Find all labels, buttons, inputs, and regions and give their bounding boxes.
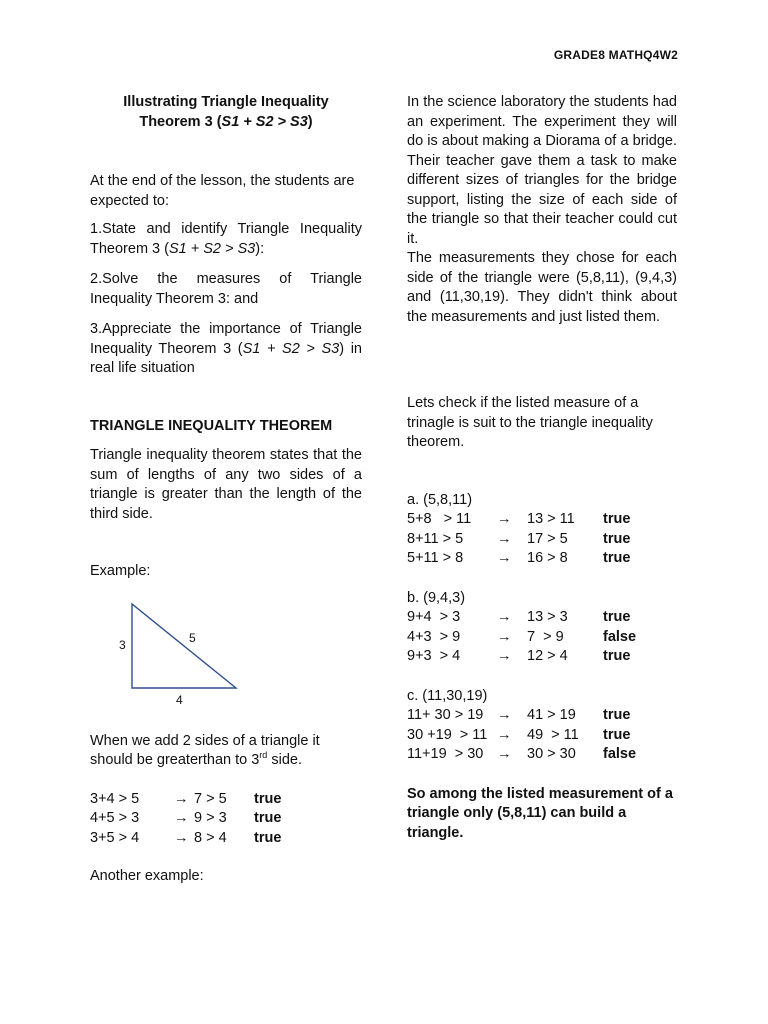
document-code: GRADE8 MATHQ4W2 — [553, 48, 678, 62]
story-paragraph-2: The measurements they chose for each side of the triangle were (5,8,11), (9,4,3) and (11,30,19). They didn't think about the measurements and just listed them. — [407, 250, 677, 325]
check-verdict: true — [254, 829, 282, 846]
arrow-icon: → — [497, 550, 512, 566]
row-verdict: true — [603, 609, 631, 625]
title-line-1: Illustrating Triangle Inequality — [123, 94, 329, 110]
row-expr: 9+3 > 4 — [407, 648, 461, 664]
side-label-base: 4 — [176, 693, 183, 707]
set-row — [407, 706, 677, 726]
row-result: 41 > 19 — [527, 707, 576, 723]
set-row — [407, 608, 677, 628]
row-verdict: true — [603, 707, 631, 723]
check-row — [90, 829, 362, 849]
set-b — [407, 589, 677, 667]
example-label: Example: — [90, 563, 151, 579]
set-row — [407, 647, 677, 667]
arrow-icon: → — [497, 746, 512, 762]
row-result: 16 > 8 — [527, 550, 568, 566]
set-label: a. (5,8,11) — [407, 491, 473, 508]
arrow-icon: → — [174, 829, 189, 846]
side-label-hypotenuse: 5 — [189, 631, 196, 645]
row-expr: 5+8 > 11 — [407, 511, 472, 527]
row-expr: 8+11 > 5 — [407, 530, 464, 547]
title-suffix: ) — [307, 113, 313, 130]
set-row — [407, 745, 677, 765]
check-expr: 3+5 > 4 — [90, 829, 140, 846]
objective-1-end: ): — [255, 240, 265, 257]
row-verdict: false — [603, 628, 637, 645]
another-example-label: Another example: — [90, 868, 204, 884]
row-verdict: false — [603, 746, 637, 762]
check-expr: 4+5 > 3 — [90, 810, 140, 826]
conclusion: So among the listed measurement of a triangle only (5,8,11) can build a triangle. — [407, 785, 673, 841]
add-sides-text — [90, 732, 362, 771]
triangle-shape — [132, 604, 236, 688]
objective-1 — [90, 220, 362, 259]
example-checks — [90, 790, 362, 849]
check-row — [90, 809, 362, 829]
set-row — [407, 510, 677, 530]
objective-1-text: 1.State and identify Triangle Inequality Theorem 3 ( — [90, 221, 362, 257]
set-label: b. (9,4,3) — [407, 589, 466, 606]
story-paragraph-1: In the science laboratory the students had an experiment. The experiment they will do is about making a Diorama of a bridge. Their teacher gave them a task to make different sizes of triangles for the bridge support, listing the size of each side of the triangle so that their teacher could cut it. — [407, 94, 677, 247]
side-label-vertical: 3 — [119, 638, 126, 652]
check-expr: 3+4 > 5 — [90, 790, 140, 807]
triangle-diagram — [110, 598, 270, 710]
check-verdict: true — [254, 810, 282, 826]
check-intro: Lets check if the listed measure of a trinagle is suit to the triangle inequality theorem. — [407, 395, 653, 450]
objective-3-end: ) in real life situation — [90, 340, 362, 376]
row-verdict: true — [603, 648, 631, 664]
add-sides-main: When we add 2 sides of a triangle it should be greaterthan to 3 — [90, 732, 320, 768]
right-column — [407, 93, 677, 843]
row-result: 7 > 9 — [527, 628, 564, 645]
set-c — [407, 687, 677, 765]
row-result: 12 > 4 — [527, 648, 568, 664]
title-line-2 — [90, 113, 362, 133]
row-verdict: true — [603, 511, 631, 527]
objective-1-formula: S1 + S2 > S3 — [168, 240, 256, 257]
row-verdict: true — [603, 530, 631, 547]
check-result: 7 > 5 — [194, 790, 227, 807]
left-column — [90, 93, 362, 887]
arrow-icon: → — [497, 511, 512, 527]
arrow-icon: → — [497, 707, 512, 723]
add-sides-sup: rd — [259, 750, 268, 761]
check-result: 9 > 3 — [194, 810, 227, 826]
arrow-icon: → — [497, 609, 512, 625]
arrow-icon: → — [174, 810, 189, 826]
lesson-title — [90, 93, 362, 132]
objective-3 — [90, 320, 362, 379]
arrow-icon: → — [497, 726, 512, 743]
check-row — [90, 790, 362, 810]
arrow-icon: → — [497, 530, 512, 547]
arrow-icon: → — [497, 628, 512, 645]
row-result: 49 > 11 — [527, 726, 579, 743]
objective-3-formula: S1 + S2 > S3 — [242, 340, 340, 357]
objective-3-text: 3.Appreciate the importance of Triangle Inequality Theorem 3 ( — [90, 321, 362, 357]
set-a — [407, 491, 677, 569]
row-expr: 5+11 > 8 — [407, 550, 464, 566]
set-row — [407, 726, 677, 746]
theorem-text: Triangle inequality theorem states that the sum of lengths of any two sides of a triangle is greater than the length of the third side. — [90, 447, 362, 522]
row-expr: 9+4 > 3 — [407, 609, 461, 625]
row-expr: 11+19 > 30 — [407, 746, 484, 762]
row-expr: 4+3 > 9 — [407, 628, 461, 645]
add-sides-end: side. — [267, 752, 302, 768]
theorem-heading: TRIANGLE INEQUALITY THEOREM — [90, 417, 333, 434]
check-result: 8 > 4 — [194, 829, 227, 846]
set-row — [407, 628, 677, 648]
set-label: c. (11,30,19) — [407, 687, 488, 704]
objective-2: 2.Solve the measures of Triangle Inequality Theorem 3: and — [90, 271, 362, 307]
row-result: 13 > 11 — [527, 511, 575, 527]
set-row — [407, 549, 677, 569]
row-verdict: true — [603, 726, 631, 743]
set-row — [407, 530, 677, 550]
row-result: 13 > 3 — [527, 609, 568, 625]
row-expr: 11+ 30 > 19 — [407, 707, 484, 723]
check-verdict: true — [254, 790, 282, 807]
objectives-intro: At the end of the lesson, the students are expected to: — [90, 173, 355, 209]
title-prefix: Theorem 3 ( — [139, 113, 222, 130]
arrow-icon: → — [497, 648, 512, 664]
title-formula: S1 + S2 > S3 — [221, 113, 308, 130]
row-result: 17 > 5 — [527, 530, 568, 547]
row-expr: 30 +19 > 11 — [407, 726, 488, 743]
row-result: 30 > 30 — [527, 746, 576, 762]
arrow-icon: → — [174, 790, 189, 807]
row-verdict: true — [603, 550, 631, 566]
